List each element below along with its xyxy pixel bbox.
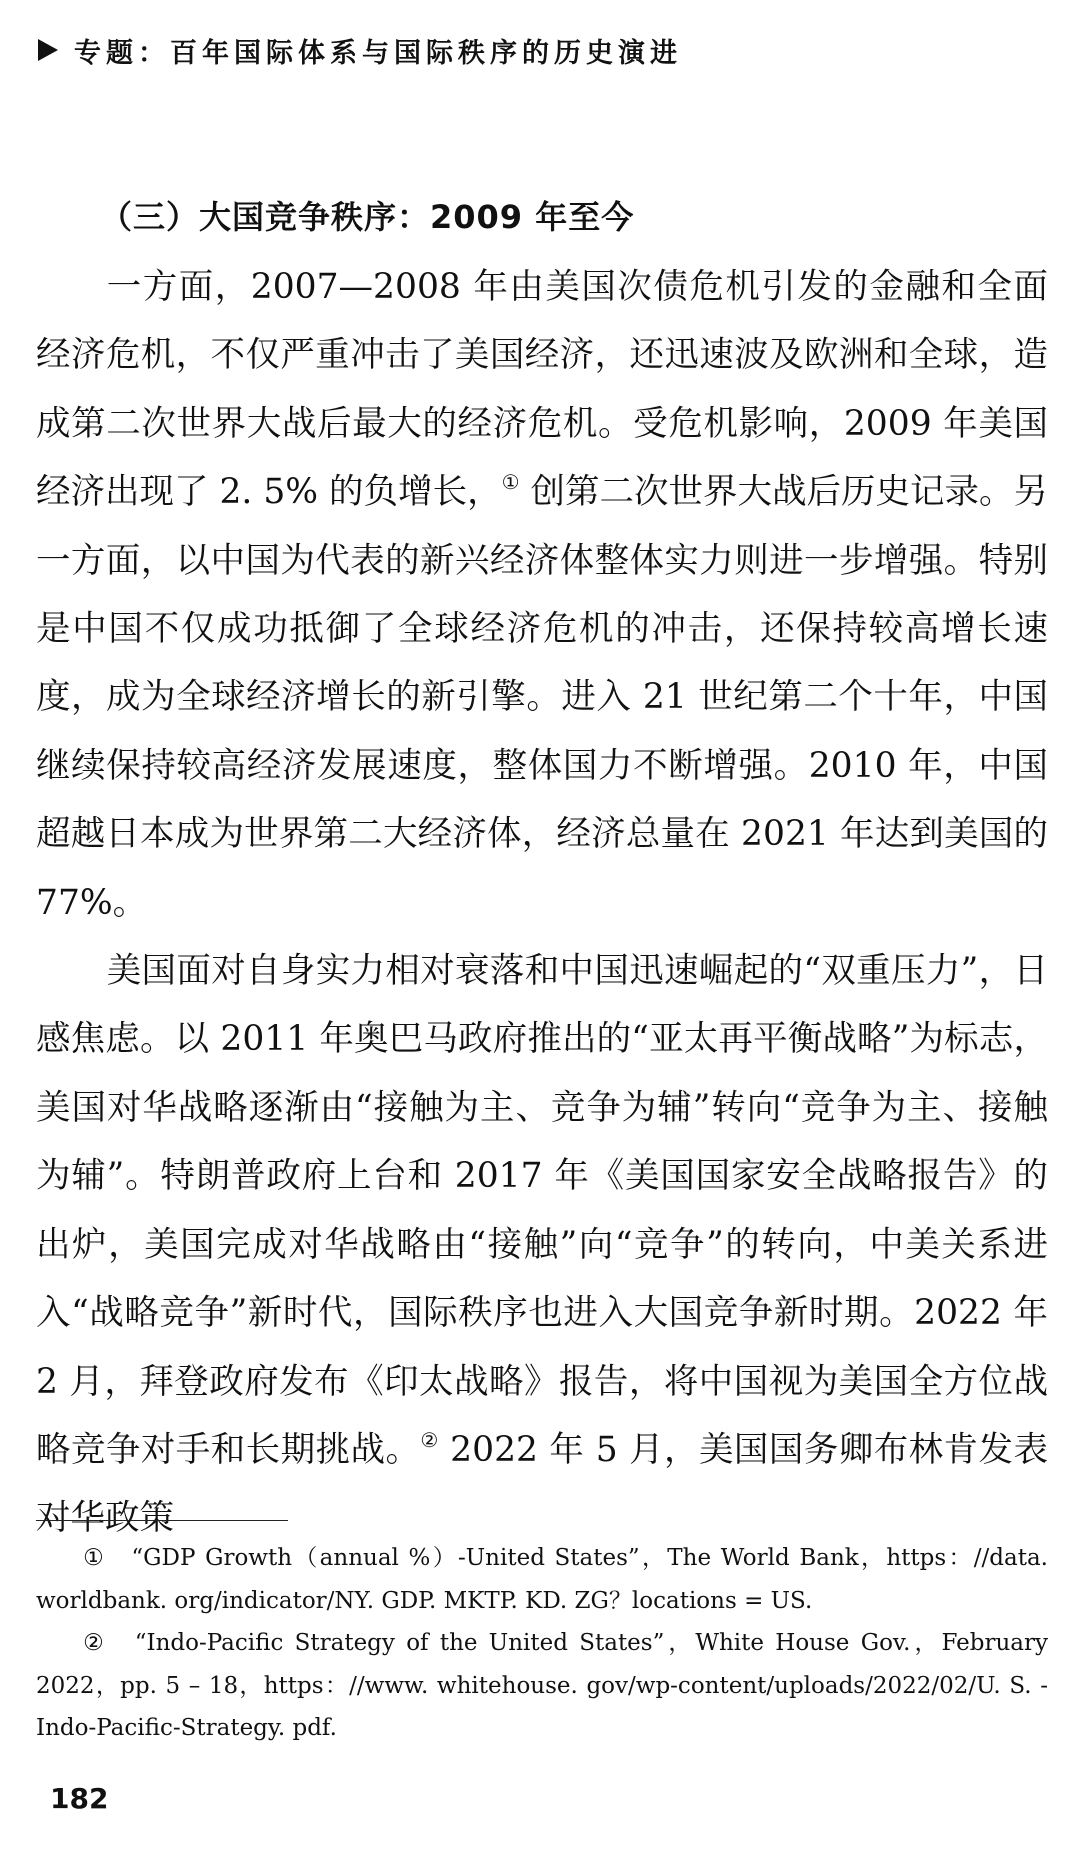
triangle-right-icon (38, 39, 58, 61)
paragraph-text: 一方面，2007—2008 年由美国次债危机引发的金融和全面经济危机，不仅严重冲击了美国经济，还迅速波及欧洲和全球，造成第二次世界大战后最大的经济危机。受危机影响，2009 年美国经济出现了 2. 5% 的负增长， (36, 267, 1048, 513)
paragraph-text: 美国面对自身实力相对衰落和中国迅速崛起的“双重压力”，日感焦虑。以 2011 年奥巴马政府推出的“亚太再平衡战略”为标志，美国对华战略逐渐由“接触为主、竞争为辅”转向“竞争为主、接触为辅”。特朗普政府上台和 2017 年《美国国家安全战略报告》的出炉，美国完成对华战略由“接触”向“竞争”的转向，中美关系进入“战略竞争”新时代，国际秩序也进入大国竞争新时期。2022 年 2 月，拜登政府发布《印太战略》报告，将中国视为美国全方位战略竞争对手和长期挑战。 (36, 951, 1048, 1470)
footnote-reference: ① (501, 470, 520, 495)
footnote: ① “GDP Growth（annual %）-United States”，The World Bank，https：//data. worldbank. org/indicator/NY. GDP. MKTP. KD. ZG？locations = US. (36, 1545, 1048, 1614)
paragraph (36, 253, 1048, 937)
running-header (38, 30, 682, 70)
page-number: 182 (50, 1782, 109, 1815)
body-text (36, 253, 1048, 1553)
section-heading: （三）大国竞争秩序：2009 年至今 (100, 198, 635, 236)
footnotes (36, 1537, 1048, 1750)
paragraph-text: 创第二次世界大战后历史记录。另一方面，以中国为代表的新兴经济体整体实力则进一步增强。特别是中国不仅成功抵御了全球经济危机的冲击，还保持较高增长速度，成为全球经济增长的新引擎。进入 21 世纪第二个十年，中国继续保持较高经济发展速度，整体国力不断增强。2010 年，中国超越日本成为世界第二大经济体，经济总量在 2021 年达到美国的 77%。 (36, 472, 1049, 923)
paragraph (36, 937, 1048, 1553)
footnote-divider (36, 1520, 288, 1521)
running-header-title: 专题：百年国际体系与国际秩序的历史演进 (74, 37, 682, 69)
footnote: ② “Indo-Pacific Strategy of the United States”，White House Gov.，February 2022，pp. 5 – 18，https：//www. whitehouse. gov/wp-content/uploads/2022/02/U. S. -Indo-Pacific-Strategy. pdf. (36, 1630, 1048, 1741)
footnote-reference: ② (420, 1427, 439, 1452)
paragraph-text: 2022 年 5 月，美国国务卿布林肯发表对华政策 (36, 1429, 1048, 1539)
